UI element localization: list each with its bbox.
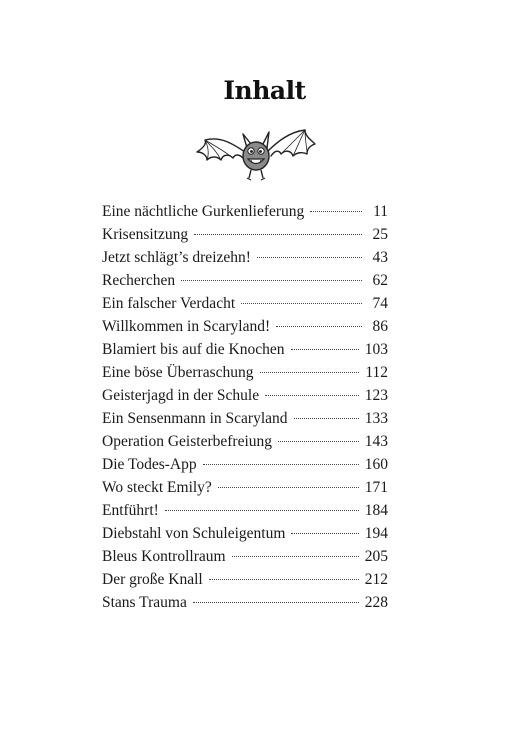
toc-entry [102, 384, 388, 407]
toc-entry-page: 133 [364, 410, 388, 427]
dot-leader [265, 395, 359, 396]
toc-entry-page: 205 [364, 548, 388, 565]
toc-entry-page: 43 [372, 249, 388, 266]
toc-entry-page: 62 [372, 272, 388, 289]
toc-entry-title: Eine böse Überraschung [102, 364, 254, 381]
toc-entry [102, 591, 388, 614]
toc-entry-title: Geisterjagd in der Schule [102, 387, 260, 404]
toc-entry [102, 361, 388, 384]
toc-entry-title: Ein falscher Verdacht [102, 295, 236, 312]
dot-leader [291, 533, 358, 534]
toc-entry [102, 476, 388, 499]
toc-entry-page: 228 [364, 594, 388, 611]
dot-leader [194, 234, 362, 235]
toc-entry-page: 123 [364, 387, 388, 404]
toc-entry-title: Ein Sensenmann in Scaryland [102, 410, 288, 427]
toc-entry-title: Willkommen in Scaryland! [102, 318, 271, 335]
toc-entry-page: 86 [372, 318, 388, 335]
dot-leader [294, 418, 359, 419]
toc-entry-title: Die Todes-App [102, 456, 197, 473]
dot-leader [241, 303, 362, 304]
toc-entry [102, 522, 388, 545]
toc-entry [102, 338, 388, 361]
dot-leader [193, 602, 359, 603]
toc-entry [102, 407, 388, 430]
table-of-contents [102, 200, 388, 614]
toc-entry [102, 499, 388, 522]
toc-entry-page: 103 [364, 341, 388, 358]
toc-entry-page: 143 [364, 433, 388, 450]
dot-leader [232, 556, 359, 557]
toc-entry-title: Wo steckt Emily? [102, 479, 212, 496]
toc-entry-title: Operation Geisterbefreiung [102, 433, 273, 450]
toc-entry-page: 171 [364, 479, 388, 496]
dot-leader [260, 372, 360, 373]
dot-leader [291, 349, 359, 350]
toc-entry [102, 200, 388, 223]
toc-entry [102, 545, 388, 568]
toc-entry [102, 223, 388, 246]
toc-entry-title: Entführt! [102, 502, 159, 519]
toc-entry-title: Der große Knall [102, 571, 203, 588]
toc-entry-page: 11 [373, 203, 388, 220]
toc-entry-page: 25 [372, 226, 388, 243]
toc-entry-title: Bleus Kontrollraum [102, 548, 226, 565]
toc-entry-page: 74 [372, 295, 388, 312]
toc-entry-page: 212 [364, 571, 388, 588]
dot-leader [257, 257, 362, 258]
toc-entry-page: 194 [364, 525, 388, 542]
toc-entry-title: Stans Trauma [102, 594, 187, 611]
toc-entry [102, 246, 388, 269]
toc-entry-title: Krisensitzung [102, 226, 189, 243]
dot-leader [276, 326, 362, 327]
toc-entry-title: Eine nächtliche Gurkenlieferung [102, 203, 305, 220]
toc-entry [102, 315, 388, 338]
toc-entry-page: 112 [365, 364, 388, 381]
toc-entry [102, 453, 388, 476]
dot-leader [203, 464, 359, 465]
dot-leader [165, 510, 359, 511]
toc-entry [102, 430, 388, 453]
dot-leader [310, 211, 362, 212]
dot-leader [181, 280, 362, 281]
toc-entry [102, 269, 388, 292]
bat-illustration [193, 122, 319, 188]
toc-entry [102, 292, 388, 315]
toc-entry-title: Jetzt schlägt’s dreizehn! [102, 249, 251, 266]
dot-leader [218, 487, 359, 488]
toc-entry-title: Blamiert bis auf die Knochen [102, 341, 285, 358]
dot-leader [278, 441, 359, 442]
toc-entry-page: 160 [364, 456, 388, 473]
page-title: Inhalt [223, 76, 306, 105]
toc-entry-page: 184 [364, 502, 388, 519]
toc-entry-title: Recherchen [102, 272, 176, 289]
toc-entry-title: Diebstahl von Schuleigentum [102, 525, 286, 542]
toc-entry [102, 568, 388, 591]
dot-leader [209, 579, 359, 580]
